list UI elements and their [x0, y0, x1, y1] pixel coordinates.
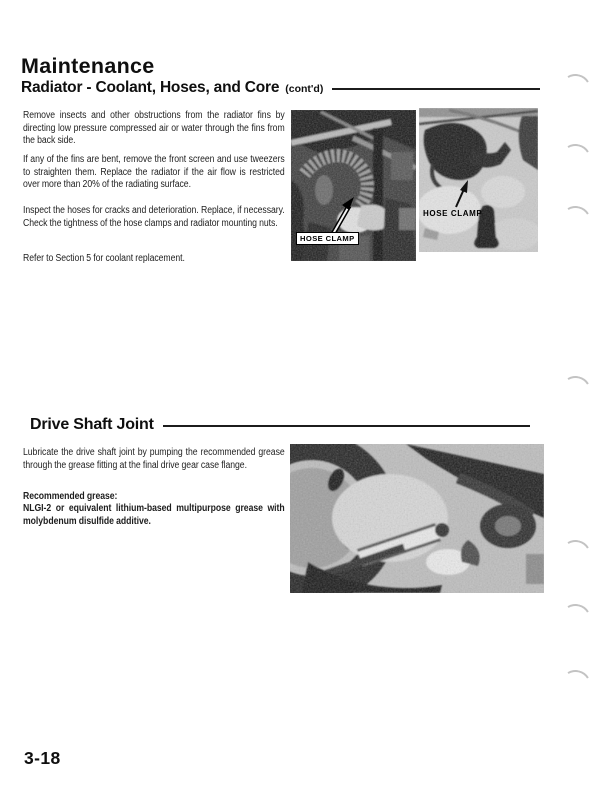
- figure-radiator-hose-right: [419, 108, 538, 252]
- drive-shaft-heading: Drive Shaft Joint: [30, 416, 154, 433]
- drive-shaft-heading-row: [30, 417, 530, 433]
- heading-rule: [163, 425, 530, 427]
- page-title: Maintenance: [21, 54, 155, 78]
- binder-hole-mark: [557, 71, 595, 109]
- heading-rule: [332, 88, 540, 90]
- binder-hole-mark: [557, 203, 595, 241]
- radiator-paragraph-3: Inspect the hoses for cracks and deterioration. Replace, if necessary. Check the tightness of the hose clamps and radiator mounting nuts.: [23, 205, 285, 229]
- grease-note-body: NLGI-2 or equivalent lithium-based multipurpose grease with molybdenum disulfide additive.: [23, 503, 285, 527]
- grease-note-title: Recommended grease:: [23, 491, 118, 502]
- binder-hole-mark: [557, 537, 595, 575]
- radiator-section-heading-row: [21, 80, 540, 96]
- radiator-paragraph-4: Refer to Section 5 for coolant replacement.: [23, 253, 185, 264]
- hose-clamp-label-left: HOSE CLAMP: [296, 232, 359, 245]
- page-edge-line: [12, 784, 590, 785]
- drive-shaft-paragraph: Lubricate the drive shaft joint by pumping the recommended grease through the grease fitting at the final drive gear case flange.: [23, 447, 285, 471]
- drive-shaft-photo: [290, 444, 544, 593]
- binder-hole-mark: [557, 601, 595, 639]
- page-number: 3-18: [24, 748, 61, 768]
- figure-radiator-hose-left: [291, 110, 416, 261]
- radiator-section-heading: Radiator - Coolant, Hoses, and Core: [21, 79, 280, 96]
- radiator-paragraph-1: Remove insects and other obstructions from the radiator fins by directing low pressure compressed air or water through the fins from the back side.: [23, 110, 285, 147]
- radiator-photo-right: [419, 108, 538, 252]
- binder-hole-mark: [557, 373, 595, 411]
- binder-hole-mark: [557, 667, 595, 705]
- radiator-paragraph-2: If any of the fins are bent, remove the front screen and use tweezers to straighten them. Replace the radiator if the air flow is restricted over more than 20% of the radiating surface.: [23, 154, 285, 191]
- figure-drive-shaft-joint: [290, 444, 544, 593]
- hose-clamp-label-right: HOSE CLAMP: [423, 209, 483, 218]
- radiator-section-contd-note: (cont'd): [285, 83, 324, 96]
- binder-hole-mark: [557, 141, 595, 179]
